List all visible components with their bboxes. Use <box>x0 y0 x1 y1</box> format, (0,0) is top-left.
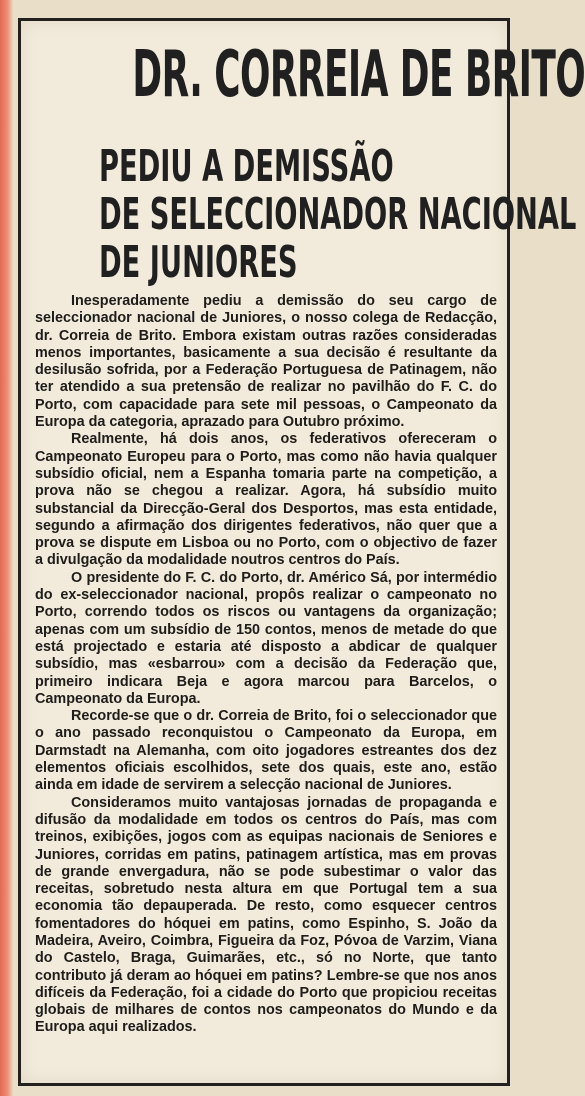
article-paragraph-2: Realmente, há dois anos, os federativos ofereceram o Campeonato Europeu para o Porto, mas como não havia qualquer subsídio oficial, nem a Espanha tomaria parte na competição, a prova não se chegou a realizar. Agora, há subsídio muito substancial da Direcção-Geral dos Desportos, mas esta entidade, segundo a afirmação dos dirigentes federativos, não quer que a prova se dispute em Lisboa ou no Porto, com o objectivo de fazer a divulgação da modalidade noutros centros do País. <box>35 431 497 569</box>
subheadline <box>99 141 577 288</box>
article-paragraph-1: Inesperadamente pediu a demissão do seu cargo de seleccionador nacional de Juniores, o nosso colega de Redacção, dr. Correia de Brito. Embora existam outras razões consideradas menos importantes, basicamente a sua decisão é resultante da desilusão sofrida, por a Federação Portuguesa de Patinagem, não ter atendido a sua pretensão de realizar no pavilhão do F. C. do Porto, com capacidade para sete mil pessoas, o Campeonato da Europa da categoria, aprazado para Outubro próximo. <box>35 293 497 431</box>
subheadline-line-2: DE SELECCIONADOR NACIONAL <box>99 189 577 240</box>
headline: DR. CORREIA DE BRITO <box>132 38 585 112</box>
torn-left-edge <box>0 0 13 1096</box>
article-paragraph-4: Recorde-se que o dr. Correia de Brito, foi o seleccionador que o ano passado reconquistou o Campeonato da Europa, em Darmstadt na Alemanha, com oito jogadores estreantes dos dez elementos oficiais escolhidos, sete dos quais, este ano, estão ainda em idade de servirem a selecção nacional de Juniores. <box>35 708 497 794</box>
article-paragraph-3: O presidente do F. C. do Porto, dr. Américo Sá, por intermédio do ex-seleccionador nacional, propôs realizar o campeonato no Porto, correndo todos os riscos ou vantagens da organização; apenas com um subsídio de 150 contos, menos de metade do que está projectado e estaria até disposto a abdicar de qualquer subsídio, mas «esbarrou» com a decisão da Federação que, primeiro indicara Beja e agora marcou para Barcelos, o Campeonato da Europa. <box>35 569 497 707</box>
article-body <box>35 293 497 1037</box>
article-paragraph-5: Consideramos muito vantajosas jornadas de propaganda e difusão da modalidade em todos os centros do País, mas com treinos, exibições, jogos com as equipas nacionais de Seniores e Juniores, corridas em patins, patinagem artística, mas em provas de grande envergadura, não se pode subestimar o valor das receitas, sobretudo nesta altura em que Portugal tem a sua economia tão depauperada. De resto, como esquecer centros fomentadores do hóquei em patins, como Espinho, S. João da Madeira, Aveiro, Coimbra, Figueira da Foz, Póvoa de Varzim, Viana do Castelo, Braga, Guimarães, etc., só no Norte, que tanto contributo já deram ao hóquei em patins? Lembre-se que nos anos difíceis da Federação, foi a cidade do Porto que propiciou receitas globais de milhares de contos nos campeonatos do Mundo e da Europa aqui realizados. <box>35 794 497 1036</box>
subheadline-line-1: PEDIU A DEMISSÃO <box>99 141 394 192</box>
newspaper-clipping <box>18 18 585 1086</box>
subheadline-line-3: DE JUNIORES <box>99 237 298 288</box>
